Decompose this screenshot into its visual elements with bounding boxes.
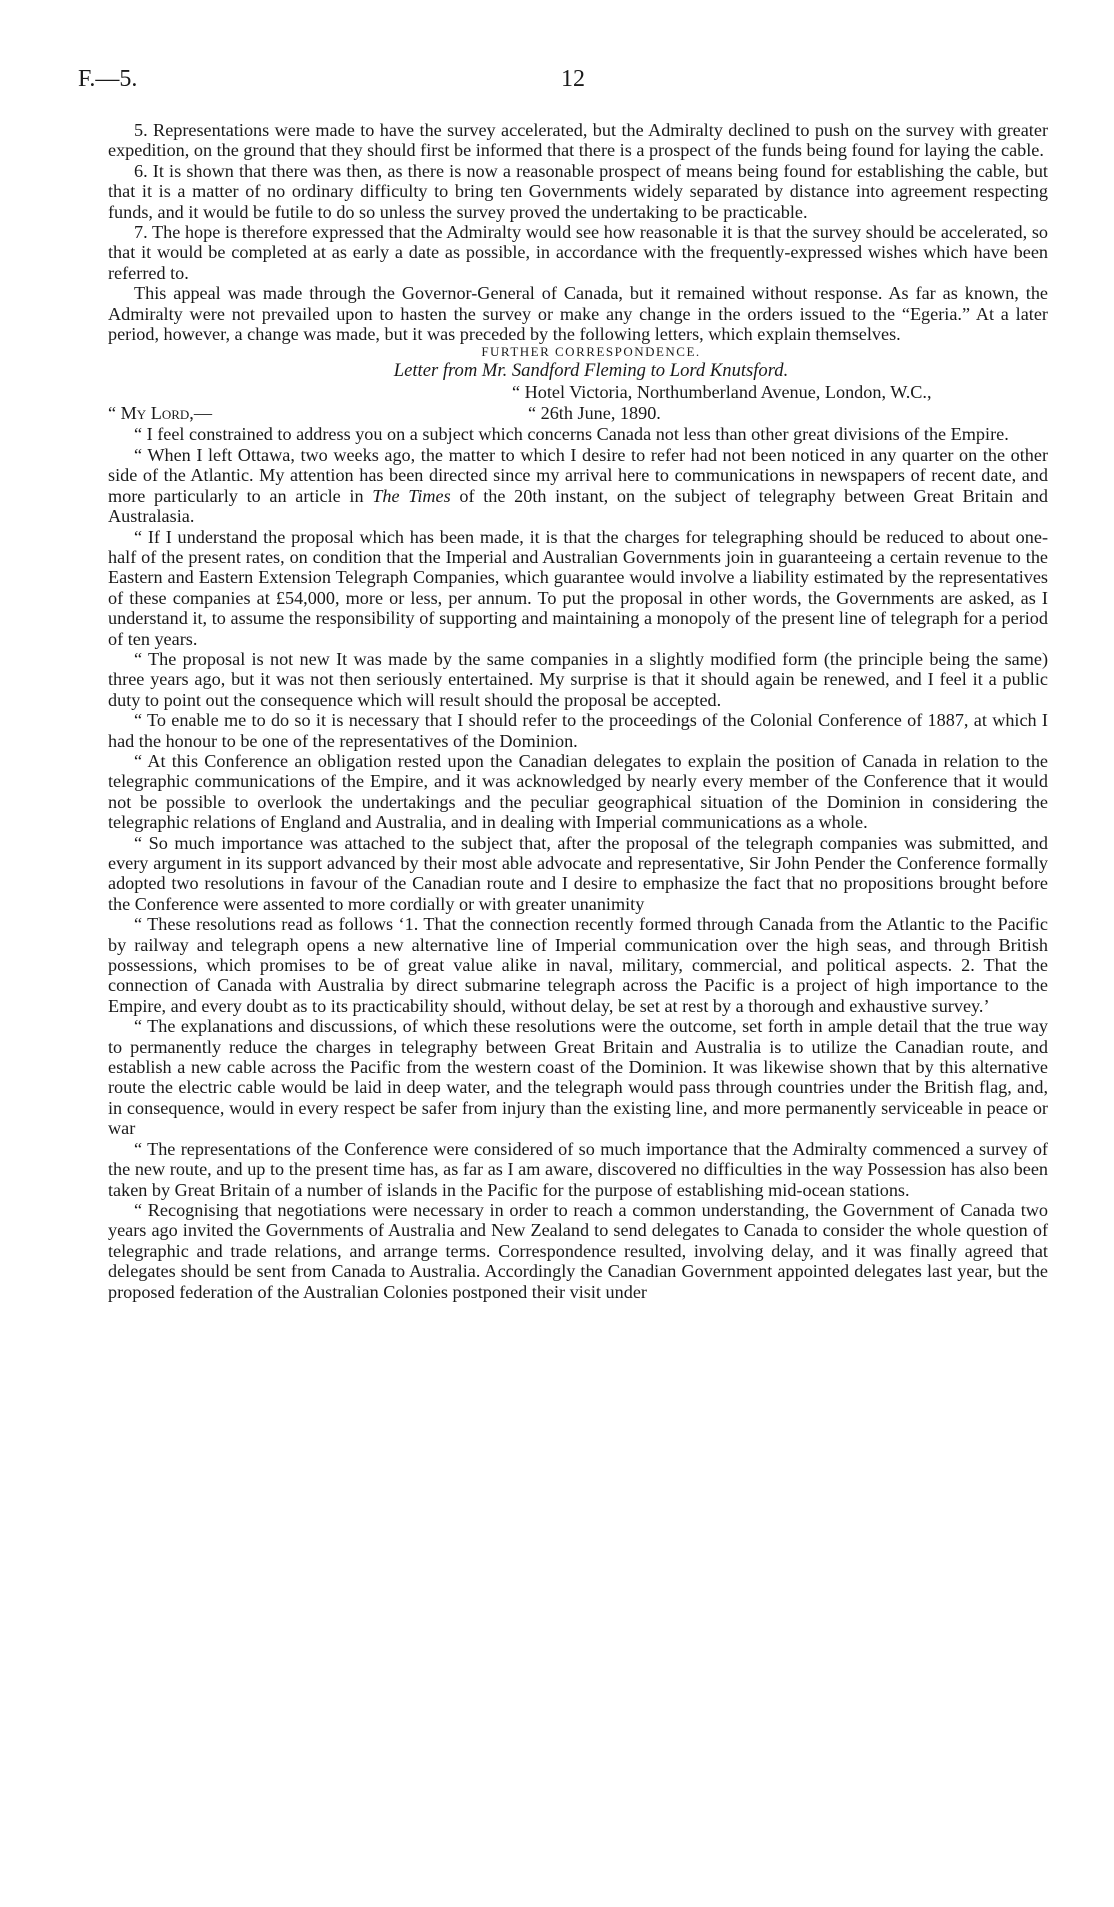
paragraph: 7. The hope is therefore expressed that the Admiralty would see how reasonable it is that the survey should be accelerated, so that it would be completed at as early a date as possible, in accordance with the frequently-expressed wishes which have been referred to.: [108, 222, 1048, 283]
letter-salutation: “ My Lord,—: [108, 403, 213, 424]
letter-paragraph: “ The proposal is not new It was made by the same companies in a slightly modified form (the principle being the same) three years ago, but it was not then seriously entertained. My surprise is that it should again be renewed, and I feel it a public duty to point out the consequence which will result should the proposal be accepted.: [108, 648, 1048, 710]
letter-paragraph: “ These resolutions read as follows ‘1. That the connection recently formed through Canada from the Atlantic to the Pacific by railway and telegraph opens a new alternative line of Imperial communication over the high seas, and through British possessions, which promises to be of great value alike in naval, military, commercial, and political aspects. 2. That the connection of Canada with Australia by direct submarine telegraph across the Pacific is a project of high importance to the Empire, and every doubt as to its practicability should, without delay, be set at rest by a thorough and exhaustive survey.’: [108, 914, 1048, 1016]
paper-reference: F.—5.: [78, 66, 138, 92]
document-body: [108, 120, 1048, 1302]
paragraph-text: of the 20th instant, on the subject of telegraphy between Great Britain and Australasia.: [108, 485, 1049, 527]
section-heading: FURTHER CORRESPONDENCE.: [481, 344, 701, 360]
letter-paragraph: “ If I understand the proposal which has been made, it is that the charges for telegraphing should be reduced to about one-half of the present rates, on condition that the Imperial and Australian Governments join in guaranteeing a certain revenue to the Eastern and Eastern Extension Telegraph Companies, which guarantee would involve a liability estimated by the representatives of these companies at £54,000, more or less, per annum. To put the proposal in other words, the Governments are asked, as I understand it, to assume the responsibility of supporting and maintaining a monopoly of the present line of telegraph for a period of ten years.: [108, 526, 1048, 649]
letter-paragraph: “ To enable me to do so it is necessary that I should refer to the proceedings of the Colonial Conference of 1887, at which I had the honour to be one of the representatives of the Dominion.: [108, 710, 1048, 751]
salutation-date-row: [108, 403, 1048, 424]
paragraph: 6. It is shown that there was then, as there is now a reasonable prospect of means being found for establishing the cable, but that it is a matter of no ordinary difficulty to bring ten Governments widely separated by distance into agreement respecting funds, and it would be futile to do so unless the survey proved the undertaking to be practicable.: [108, 160, 1048, 222]
letter-paragraph: [108, 445, 1048, 527]
letter-paragraph: “ I feel constrained to address you on a subject which concerns Canada not less than other great divisions of the Empire.: [134, 424, 1009, 445]
running-header: [78, 66, 1038, 98]
page-number: 12: [561, 66, 585, 92]
paragraph-text: “ When I left Ottawa, two weeks ago, the matter to which I desire to refer had not been noticed in any quarter on the other side of the Atlantic. My attention has been directed since my arrival here to communications in newspapers of recent date, and more particularly to an article in: [108, 444, 1048, 506]
letter-paragraph: “ The representations of the Conference were considered of so much importance that the Admiralty commenced a survey of the new route, and up to the present time has, as far as I am aware, discovered no difficulties in the way Possession has also been taken by Great Britain of a number of islands in the Pacific for the purpose of establishing mid-ocean stations.: [108, 1138, 1048, 1200]
letter-title: Letter from Mr. Sandford Fleming to Lord Knutsford.: [393, 360, 789, 382]
letter-address: “ Hotel Victoria, Northumberland Avenue, London, W.C.,: [512, 382, 932, 403]
letter-paragraph: “ At this Conference an obligation rested upon the Canadian delegates to explain the position of Canada in relation to the telegraphic communications of the Empire, and it was acknowledged by nearly every member of the Conference that it would not be possible to overlook the undertakings and the peculiar geographical situation of the Dominion in considering the telegraphic relations of England and Australia, and in dealing with Imperial communications as a whole.: [108, 750, 1048, 833]
paragraph: 5. Representations were made to have the survey accelerated, but the Admiralty declined to push on the survey with greater expedition, on the ground that they should first be informed that there is a prospect of the funds being found for laying the cable.: [108, 120, 1048, 161]
letter-paragraph: “ Recognising that negotiations were necessary in order to reach a common understanding, the Government of Canada two years ago invited the Governments of Australia and New Zealand to send delegates to Canada to consider the whole question of telegraphic and trade relations, and arrange terms. Correspondence resulted, involving delay, and it was finally agreed that delegates should be sent from Canada to Australia. Accordingly the Canadian Government appointed delegates last year, but the proposed federation of the Australian Colonies postponed their visit under: [108, 1199, 1048, 1302]
letter-paragraph: “ The explanations and discussions, of which these resolutions were the outcome, set forth in ample detail that the true way to permanently reduce the charges in telegraphy between Great Britain and Australia is to utilize the Canadian route, and establish a new cable across the Pacific from the western coast of the Dominion. It was likewise shown that by this alternative route the electric cable would be laid in deep water, and the telegraph would pass through countries under the British flag, and, in consequence, would in every respect be safer from injury than the existing line, and more permanently serviceable in peace or war: [108, 1016, 1048, 1139]
letter-paragraph: “ So much importance was attached to the subject that, after the proposal of the telegraph companies was submitted, and every argument in its support advanced by their most able advocate and representative, Sir John Pender the Conference formally adopted two resolutions in favour of the Canadian route and I desire to emphasize the fact that no propositions brought before the Conference were assented to more cordially or with greater unanimity: [108, 832, 1048, 914]
paragraph: This appeal was made through the Governor-General of Canada, but it remained without response. As far as known, the Admiralty were not prevailed upon to hasten the survey or make any change in the orders issued to the “Egeria.” At a later period, however, a change was made, but it was preceded by the following letters, which explain themselves.: [108, 283, 1048, 345]
newspaper-title: The Times: [372, 485, 451, 506]
letter-date: “ 26th June, 1890.: [528, 403, 661, 424]
